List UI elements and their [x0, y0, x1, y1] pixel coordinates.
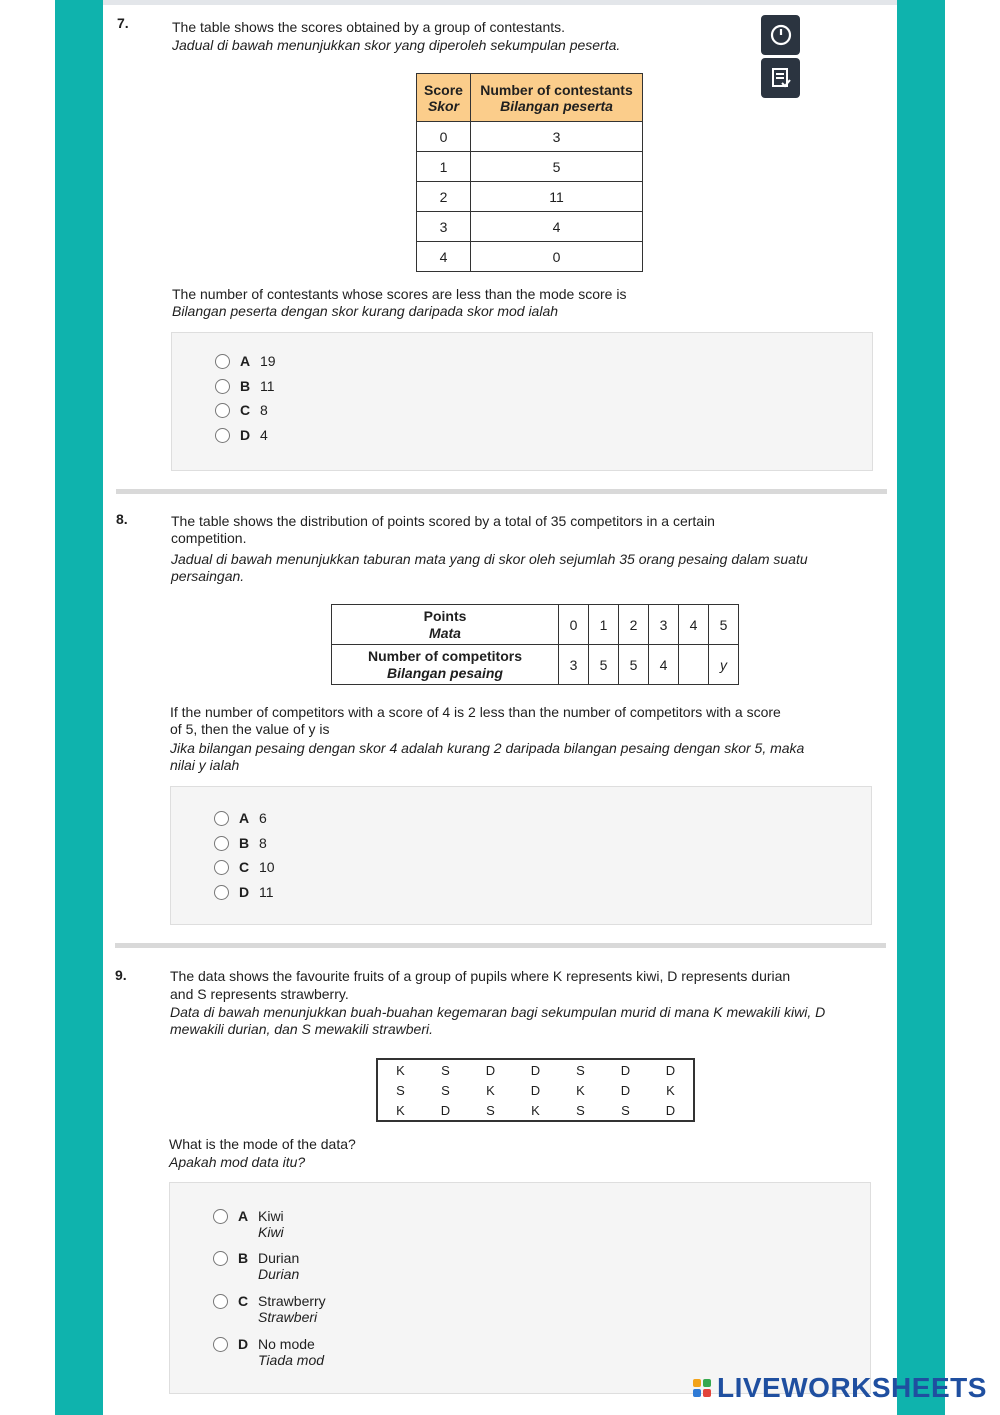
table-cell: K: [486, 1082, 495, 1098]
score-header-en: Score: [424, 81, 463, 98]
radio-button[interactable]: [213, 1209, 228, 1224]
table-cell: [679, 645, 709, 685]
option-letter: B: [238, 1250, 249, 1266]
radio-button[interactable]: [214, 836, 229, 851]
option-text: 11: [259, 884, 274, 900]
question-8-text-ms-2: persaingan.: [171, 568, 245, 584]
option-a[interactable]: [213, 1208, 284, 1240]
timer-button[interactable]: [761, 15, 800, 55]
question-8-number: 8.: [116, 511, 128, 527]
table-cell: 4: [417, 242, 471, 272]
table-row: [378, 1100, 693, 1120]
question-9-prompt-en: What is the mode of the data?: [169, 1136, 356, 1152]
option-text: Durian: [258, 1250, 300, 1266]
question-9-text-ms-1: Data di bawah menunjukkan buah-buahan kegemaran bagi sekumpulan murid di mana K mewakili kiwi, D: [170, 1004, 826, 1020]
table-cell: 0: [471, 242, 643, 272]
option-text-ms: Strawberi: [258, 1309, 318, 1325]
contestants-header-en: Number of contestants: [480, 81, 633, 98]
table-cell: D: [530, 1062, 541, 1078]
liveworksheets-logo: [693, 1372, 987, 1404]
question-8-options: [170, 786, 872, 925]
question-7-options: [171, 332, 873, 471]
table-cell: 4: [649, 645, 679, 685]
contestants-header: [471, 74, 643, 122]
table-row: [332, 605, 739, 645]
question-8-prompt-en-1: If the number of competitors with a score of 4 is 2 less than the number of competitors with a score: [170, 704, 781, 720]
table-row: [378, 1080, 693, 1100]
option-letter: A: [240, 353, 251, 369]
option-b[interactable]: [215, 378, 275, 394]
question-9-prompt-ms: Apakah mod data itu?: [169, 1154, 306, 1170]
points-header: [332, 605, 559, 645]
table-cell: 0: [417, 122, 471, 152]
option-letter: C: [239, 859, 250, 875]
score-header: [417, 74, 471, 122]
table-cell: 2: [619, 605, 649, 645]
table-cell: 3: [417, 212, 471, 242]
option-letter: A: [239, 810, 250, 826]
option-letter: D: [239, 884, 250, 900]
divider: [116, 489, 887, 494]
table-row: [378, 1060, 693, 1080]
option-letter: C: [238, 1293, 249, 1309]
option-a[interactable]: [215, 353, 276, 369]
question-7-text-ms: Jadual di bawah menunjukkan skor yang diperoleh sekumpulan peserta.: [172, 37, 621, 53]
table-row: [417, 242, 643, 272]
table-cell: 3: [471, 122, 643, 152]
table-cell: S: [486, 1102, 495, 1118]
score-header-ms: Skor: [427, 97, 460, 114]
table-cell: 4: [471, 212, 643, 242]
table-cell: D: [485, 1062, 496, 1078]
radio-button[interactable]: [214, 811, 229, 826]
radio-button[interactable]: [213, 1337, 228, 1352]
radio-button[interactable]: [215, 379, 230, 394]
contestants-header-ms: Bilangan peserta: [500, 97, 613, 114]
option-text: 10: [259, 859, 275, 875]
table-row: [417, 182, 643, 212]
table-cell: S: [576, 1102, 585, 1118]
question-8-text-en-2: competition.: [171, 530, 247, 546]
radio-button[interactable]: [215, 403, 230, 418]
question-7-prompt-en: The number of contestants whose scores are less than the mode score is: [172, 286, 627, 302]
table-cell: 11: [471, 182, 643, 212]
fruits-data-box: [376, 1058, 695, 1122]
table-cell: S: [441, 1082, 450, 1098]
option-d[interactable]: [215, 427, 268, 443]
radio-button[interactable]: [214, 860, 229, 875]
right-border: [897, 0, 945, 1415]
points-header-ms: Mata: [429, 624, 461, 641]
option-d[interactable]: [214, 884, 274, 900]
table-cell: 3: [649, 605, 679, 645]
timer-icon: [769, 23, 793, 47]
option-text: 6: [259, 810, 267, 826]
table-cell: 4: [679, 605, 709, 645]
points-table: [331, 604, 739, 685]
checklist-icon: [770, 67, 792, 89]
table-cell: D: [530, 1082, 541, 1098]
radio-button[interactable]: [214, 885, 229, 900]
table-row: [417, 122, 643, 152]
table-cell: 1: [417, 152, 471, 182]
question-8-text-ms-1: Jadual di bawah menunjukkan taburan mata yang di skor oleh sejumlah 35 orang pesaing dalam suatu: [171, 551, 808, 567]
question-9-number: 9.: [115, 967, 127, 983]
logo-text: LIVEWORKSHEETS: [717, 1372, 987, 1403]
table-cell: S: [396, 1082, 405, 1098]
question-9-text-en-2: and S represents strawberry.: [170, 986, 349, 1002]
competitors-header-ms: Bilangan pesaing: [387, 664, 503, 681]
option-text: 4: [260, 427, 268, 443]
table-cell: K: [666, 1082, 675, 1098]
option-letter: D: [238, 1336, 249, 1352]
option-letter: D: [240, 427, 251, 443]
question-9-options: [169, 1182, 871, 1394]
table-row: [417, 152, 643, 182]
option-b[interactable]: [213, 1250, 299, 1282]
left-border: [55, 0, 103, 1415]
table-cell: 1: [589, 605, 619, 645]
table-cell: D: [665, 1062, 676, 1078]
table-cell: 0: [559, 605, 589, 645]
option-letter: B: [240, 378, 251, 394]
table-cell: 5: [589, 645, 619, 685]
table-row: [417, 212, 643, 242]
option-text: No mode: [258, 1336, 315, 1352]
option-text: 8: [259, 835, 267, 851]
option-text-ms: Tiada mod: [258, 1352, 325, 1368]
option-text: Kiwi: [258, 1208, 284, 1224]
table-cell: 3: [559, 645, 589, 685]
checklist-button[interactable]: [761, 58, 800, 98]
option-text: 19: [260, 353, 276, 369]
table-cell: S: [621, 1102, 630, 1118]
table-cell: 5: [471, 152, 643, 182]
table-cell: S: [576, 1062, 585, 1078]
table-cell: 5: [709, 605, 739, 645]
table-cell: S: [441, 1062, 450, 1078]
question-9-text-en-1: The data shows the favourite fruits of a group of pupils where K represents kiwi, D represents durian: [170, 968, 791, 984]
option-text: 11: [260, 378, 275, 394]
competitors-header-en: Number of competitors: [367, 647, 522, 664]
logo-mark-icon: [693, 1379, 711, 1397]
option-c[interactable]: [214, 859, 275, 875]
option-letter: A: [238, 1208, 249, 1224]
table-cell: D: [440, 1102, 451, 1118]
question-7-prompt-ms: Bilangan peserta dengan skor kurang daripada skor mod ialah: [172, 303, 559, 319]
table-row: [332, 645, 739, 685]
question-7-number: 7.: [117, 15, 129, 31]
table-cell: D: [620, 1082, 631, 1098]
option-text: Strawberry: [258, 1293, 326, 1309]
option-a[interactable]: [214, 810, 267, 826]
table-cell: K: [396, 1062, 405, 1078]
option-d[interactable]: [213, 1336, 324, 1368]
table-cell: K: [576, 1082, 585, 1098]
option-letter: C: [240, 402, 251, 418]
table-cell: D: [620, 1062, 631, 1078]
option-letter: B: [239, 835, 250, 851]
option-text-ms: Kiwi: [258, 1224, 284, 1240]
table-cell: 5: [619, 645, 649, 685]
points-header-en: Points: [423, 607, 467, 624]
table-cell: D: [665, 1102, 676, 1118]
table-cell: K: [531, 1102, 540, 1118]
option-c[interactable]: [213, 1293, 326, 1325]
question-8-prompt-ms-1: Jika bilangan pesaing dengan skor 4 adalah kurang 2 daripada bilangan pesaing dengan skor 5, maka: [170, 740, 805, 756]
fruits-data-table: [378, 1060, 693, 1120]
table-cell: y: [709, 645, 739, 685]
top-bar: [103, 0, 897, 5]
option-c[interactable]: [215, 402, 268, 418]
question-8-prompt-ms-2: nilai y ialah: [170, 757, 240, 773]
question-8-text-en-1: The table shows the distribution of points scored by a total of 35 competitors in a certain: [171, 513, 715, 529]
option-text: 8: [260, 402, 268, 418]
competitors-header: [332, 645, 559, 685]
question-8-prompt-en-2: of 5, then the value of y is: [170, 721, 330, 737]
table-cell: 2: [417, 182, 471, 212]
question-7-text-en: The table shows the scores obtained by a group of contestants.: [172, 19, 566, 35]
radio-button[interactable]: [213, 1294, 228, 1309]
radio-button[interactable]: [215, 428, 230, 443]
table-cell: K: [396, 1102, 405, 1118]
question-9-text-ms-2: mewakili durian, dan S mewakili strawberi.: [170, 1021, 433, 1037]
option-text-ms: Durian: [258, 1266, 300, 1282]
radio-button[interactable]: [215, 354, 230, 369]
radio-button[interactable]: [213, 1251, 228, 1266]
option-b[interactable]: [214, 835, 267, 851]
divider: [115, 943, 886, 948]
scores-table: [416, 73, 643, 272]
